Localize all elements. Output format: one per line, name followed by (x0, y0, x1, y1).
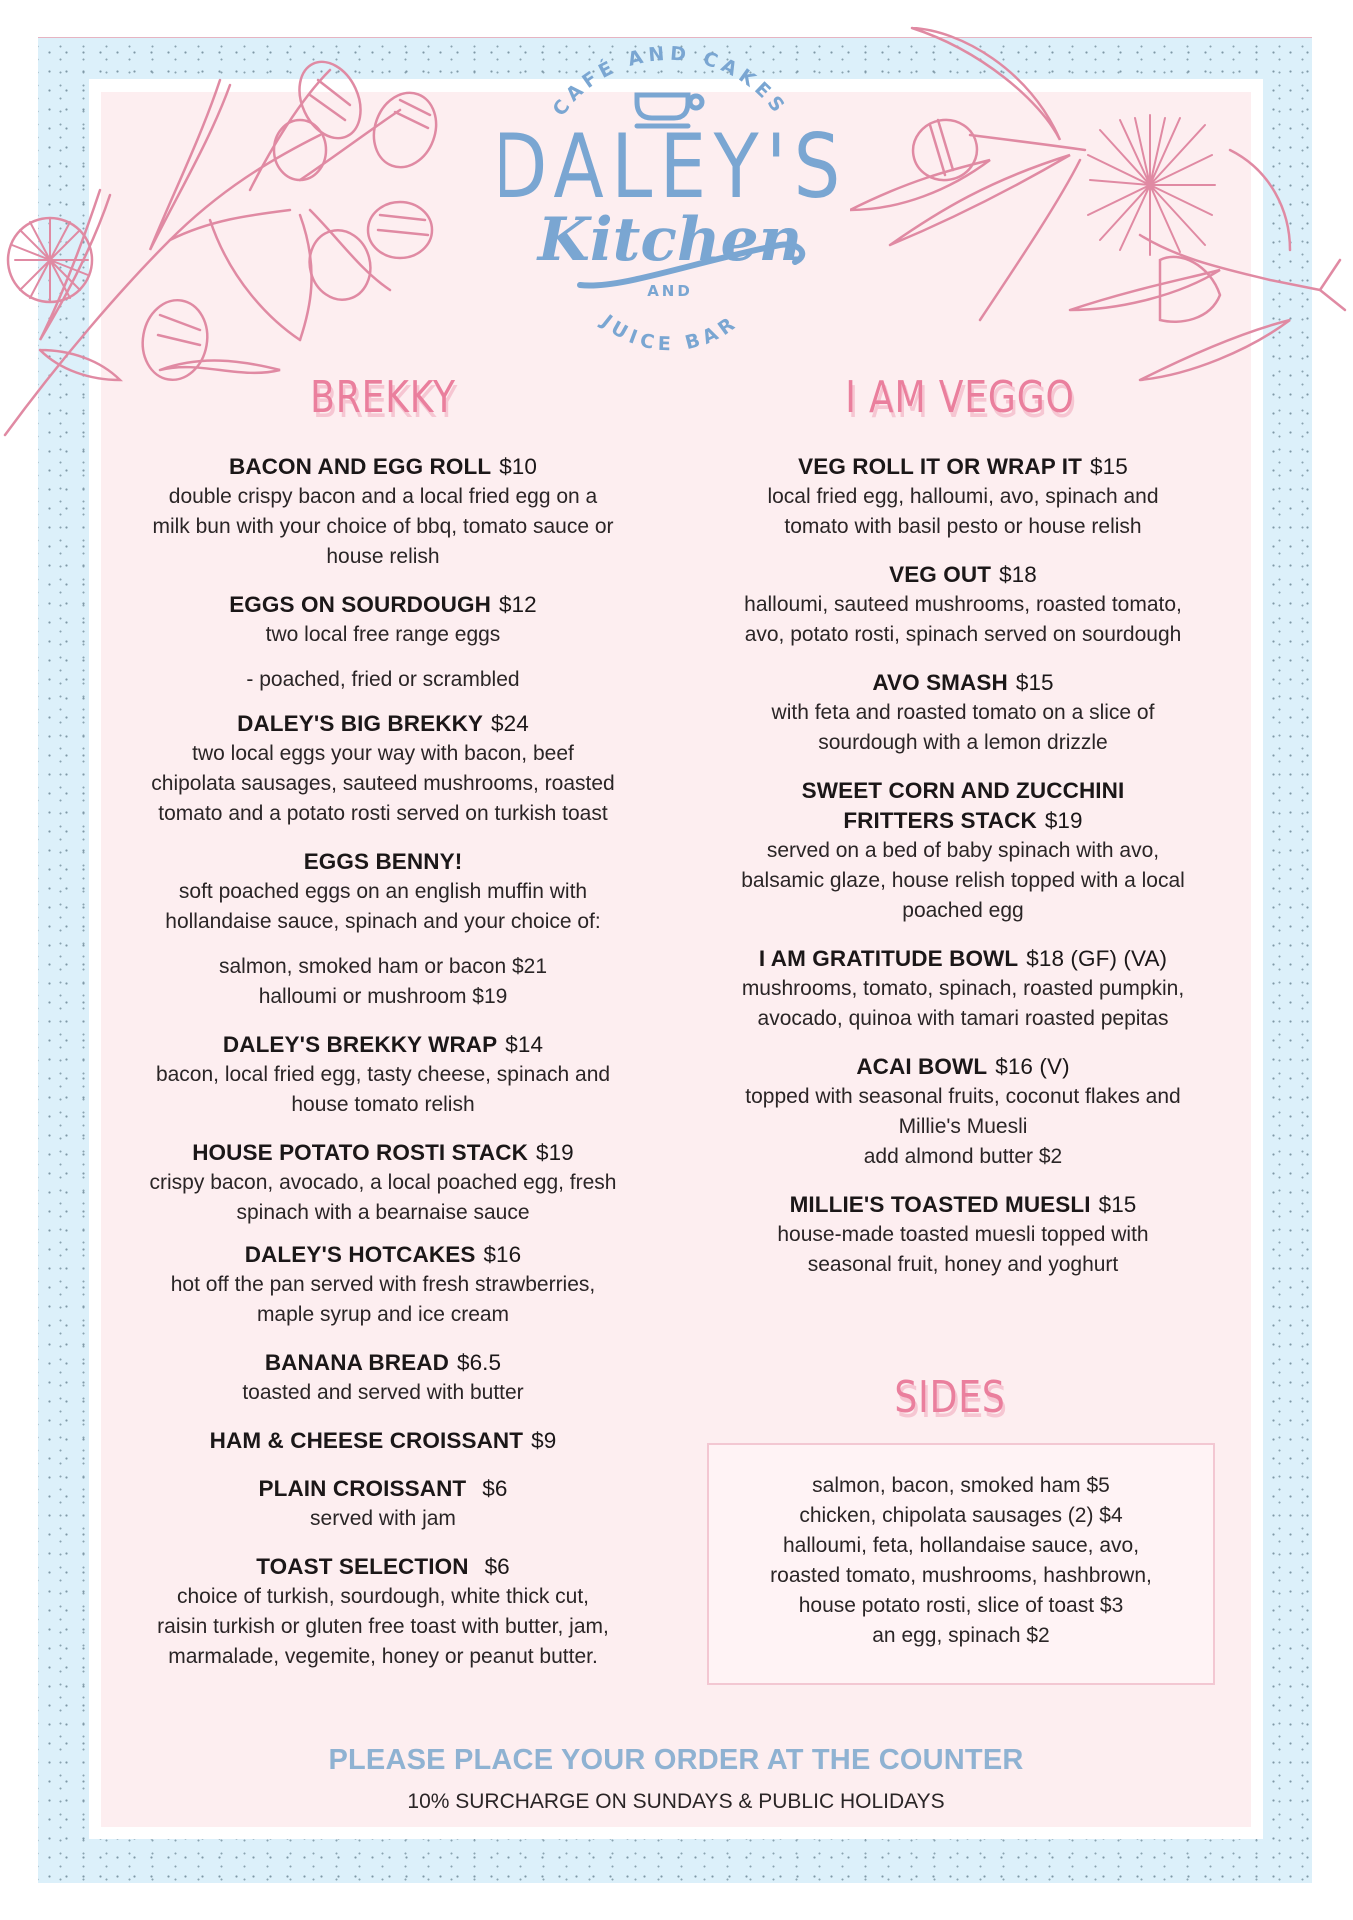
item-price: $6 (484, 1554, 510, 1579)
item-desc: poached egg (902, 899, 1024, 922)
brekky-menu-column (110, 452, 656, 1684)
item-name: AVO SMASH (872, 670, 1008, 695)
menu-item (110, 1030, 656, 1120)
item-desc: avocado, quinoa with tamari roasted pepitas (757, 1007, 1169, 1030)
item-name: MILLIE'S TOASTED MUESLI (789, 1192, 1091, 1217)
item-price: $15 (1015, 670, 1054, 695)
item-name: HAM & CHEESE CROISSANT (209, 1428, 524, 1453)
item-desc: halloumi, sauteed mushrooms, roasted tomato, (744, 593, 1182, 616)
item-option: halloumi or mushroom $19 (258, 985, 508, 1008)
item-price: $18 (999, 562, 1037, 587)
sides-line: an egg, spinach $2 (872, 1624, 1050, 1647)
item-desc: marmalade, vegemite, honey or peanut butter. (168, 1645, 598, 1668)
daleys-kitchen-logo (500, 40, 840, 360)
surcharge-notice: 10% SURCHARGE ON SUNDAYS & PUBLIC HOLIDAYS (407, 1790, 945, 1813)
item-name: I AM GRATITUDE BOWL (758, 946, 1019, 971)
logo-arc-top: CAFÉ AND CAKES (548, 42, 792, 121)
item-price: $6 (482, 1476, 508, 1501)
order-at-counter-notice: PLEASE PLACE YOUR ORDER AT THE COUNTER (328, 1744, 1024, 1776)
item-price: $14 (505, 1032, 544, 1057)
item-desc: double crispy bacon and a local fried egg on a (168, 485, 598, 508)
item-price: $6.5 (456, 1350, 502, 1375)
item-desc: seasonal fruit, honey and yoghurt (807, 1253, 1119, 1276)
item-name: SWEET CORN AND ZUCCHINI (801, 778, 1125, 803)
item-desc: served with jam (310, 1507, 456, 1530)
svg-text:JUICE BAR (596, 309, 743, 355)
item-price: $19 (1044, 808, 1083, 833)
menu-item (110, 1474, 656, 1534)
logo-and: AND (647, 282, 693, 300)
menu-item (698, 1190, 1228, 1280)
item-desc: toasted and served with butter (242, 1381, 524, 1404)
sides-line: halloumi, feta, hollandaise sauce, avo, (782, 1534, 1140, 1557)
item-price: $15 (1098, 1192, 1137, 1217)
item-desc: spinach with a bearnaise sauce (236, 1201, 530, 1224)
item-option: - poached, fried or scrambled (246, 668, 520, 691)
menu-item (110, 1240, 656, 1330)
item-name: TOAST SELECTION (256, 1554, 469, 1579)
item-desc: tomato with basil pesto or house relish (784, 515, 1142, 538)
menu-item (698, 452, 1228, 542)
item-price: $18 (GF) (VA) (1026, 946, 1168, 971)
item-price: $16 (483, 1242, 522, 1267)
item-desc: balsamic glaze, house relish topped with a local (741, 869, 1185, 892)
item-price: $16 (V) (995, 1054, 1070, 1079)
item-name: EGGS BENNY! (303, 849, 463, 874)
item-desc: local fried egg, halloumi, avo, spinach and (767, 485, 1159, 508)
menu-item (110, 1426, 656, 1456)
logo-arc-bottom: JUICE BAR (597, 310, 743, 356)
item-price: $10 (499, 454, 538, 479)
menu-item (110, 1348, 656, 1408)
item-desc: maple syrup and ice cream (256, 1303, 510, 1326)
item-desc: soft poached eggs on an english muffin with (178, 880, 588, 903)
menu-item (698, 668, 1228, 758)
item-name: DALEY'S BREKKY WRAP (222, 1032, 498, 1057)
item-desc: crispy bacon, avocado, a local poached egg, fresh (149, 1171, 617, 1194)
item-name: VEG OUT (889, 562, 992, 587)
item-desc: tomato and a potato rosti served on turkish toast (158, 802, 608, 825)
logo-name: DALEY'S (500, 116, 840, 219)
menu-item (110, 1138, 656, 1228)
item-name: HOUSE POTATO ROSTI STACK (192, 1140, 528, 1165)
item-addon: add almond butter $2 (863, 1145, 1063, 1168)
item-name-continued: FRITTERS STACK (843, 808, 1037, 833)
menu-item (698, 1052, 1228, 1172)
sides-line: chicken, chipolata sausages (2) $4 (799, 1504, 1123, 1527)
item-name: BACON AND EGG ROLL (228, 454, 492, 479)
item-desc: mushrooms, tomato, spinach, roasted pumpkin, (741, 977, 1185, 1000)
item-price: $19 (535, 1140, 574, 1165)
menu-item (110, 847, 656, 1012)
item-desc: house-made toasted muesli topped with (777, 1223, 1149, 1246)
item-desc: chipolata sausages, sauteed mushrooms, roasted (151, 772, 615, 795)
svg-text:CAFÉ AND CAKES (548, 43, 791, 121)
item-option: salmon, smoked ham or bacon $21 (218, 955, 547, 978)
section-title-sides: SIDES (894, 1372, 1006, 1423)
sides-line: house potato rosti, slice of toast $3 (798, 1594, 1124, 1617)
item-desc: topped with seasonal fruits, coconut flakes and (745, 1085, 1181, 1108)
item-desc: avo, potato rosti, spinach served on sourdough (744, 623, 1182, 646)
item-desc: two local eggs your way with bacon, beef (192, 742, 574, 765)
menu-item (698, 776, 1228, 926)
item-desc: Millie's Muesli (898, 1115, 1028, 1138)
section-title-brekky: BREKKY (310, 372, 456, 423)
sides-box (707, 1443, 1215, 1685)
item-desc: bacon, local fried egg, tasty cheese, spinach and (155, 1063, 611, 1086)
item-desc: sourdough with a lemon drizzle (818, 731, 1108, 754)
item-name: VEG ROLL IT OR WRAP IT (798, 454, 1083, 479)
veggo-menu-column (698, 452, 1228, 1292)
menu-item (698, 944, 1228, 1034)
menu-item (110, 709, 656, 829)
item-desc: milk bun with your choice of bbq, tomato sauce or (152, 515, 614, 538)
item-price: $24 (491, 711, 529, 736)
item-price: $15 (1090, 454, 1128, 479)
menu-item (110, 1552, 656, 1672)
item-price: $9 (531, 1428, 557, 1453)
item-name: EGGS ON SOURDOUGH (229, 592, 491, 617)
item-name: DALEY'S BIG BREKKY (237, 711, 484, 736)
item-desc: raisin turkish or gluten free toast with butter, jam, (157, 1615, 609, 1638)
section-title-veggo: I AM VEGGO (845, 372, 1075, 423)
item-name: ACAI BOWL (856, 1054, 988, 1079)
item-name: PLAIN CROISSANT (258, 1476, 467, 1501)
item-desc: choice of turkish, sourdough, white thick cut, (176, 1585, 590, 1608)
menu-item (698, 560, 1228, 650)
item-desc: house relish (326, 545, 440, 568)
item-desc: hot off the pan served with fresh strawberries, (170, 1273, 596, 1296)
item-desc: house tomato relish (291, 1093, 475, 1116)
item-desc: served on a bed of baby spinach with avo, (766, 839, 1160, 862)
item-desc: hollandaise sauce, spinach and your choice of: (165, 910, 601, 933)
item-desc: two local free range eggs (265, 623, 501, 646)
item-desc: with feta and roasted tomato on a slice of (771, 701, 1155, 724)
item-price: $12 (498, 592, 537, 617)
sides-line: roasted tomato, mushrooms, hashbrown, (770, 1564, 1152, 1587)
item-name: BANANA BREAD (264, 1350, 449, 1375)
menu-item (110, 590, 656, 695)
menu-item (110, 452, 656, 572)
logo-script: Kitchen (537, 205, 803, 275)
item-name: DALEY'S HOTCAKES (244, 1242, 476, 1267)
sides-line: salmon, bacon, smoked ham $5 (812, 1474, 1110, 1497)
